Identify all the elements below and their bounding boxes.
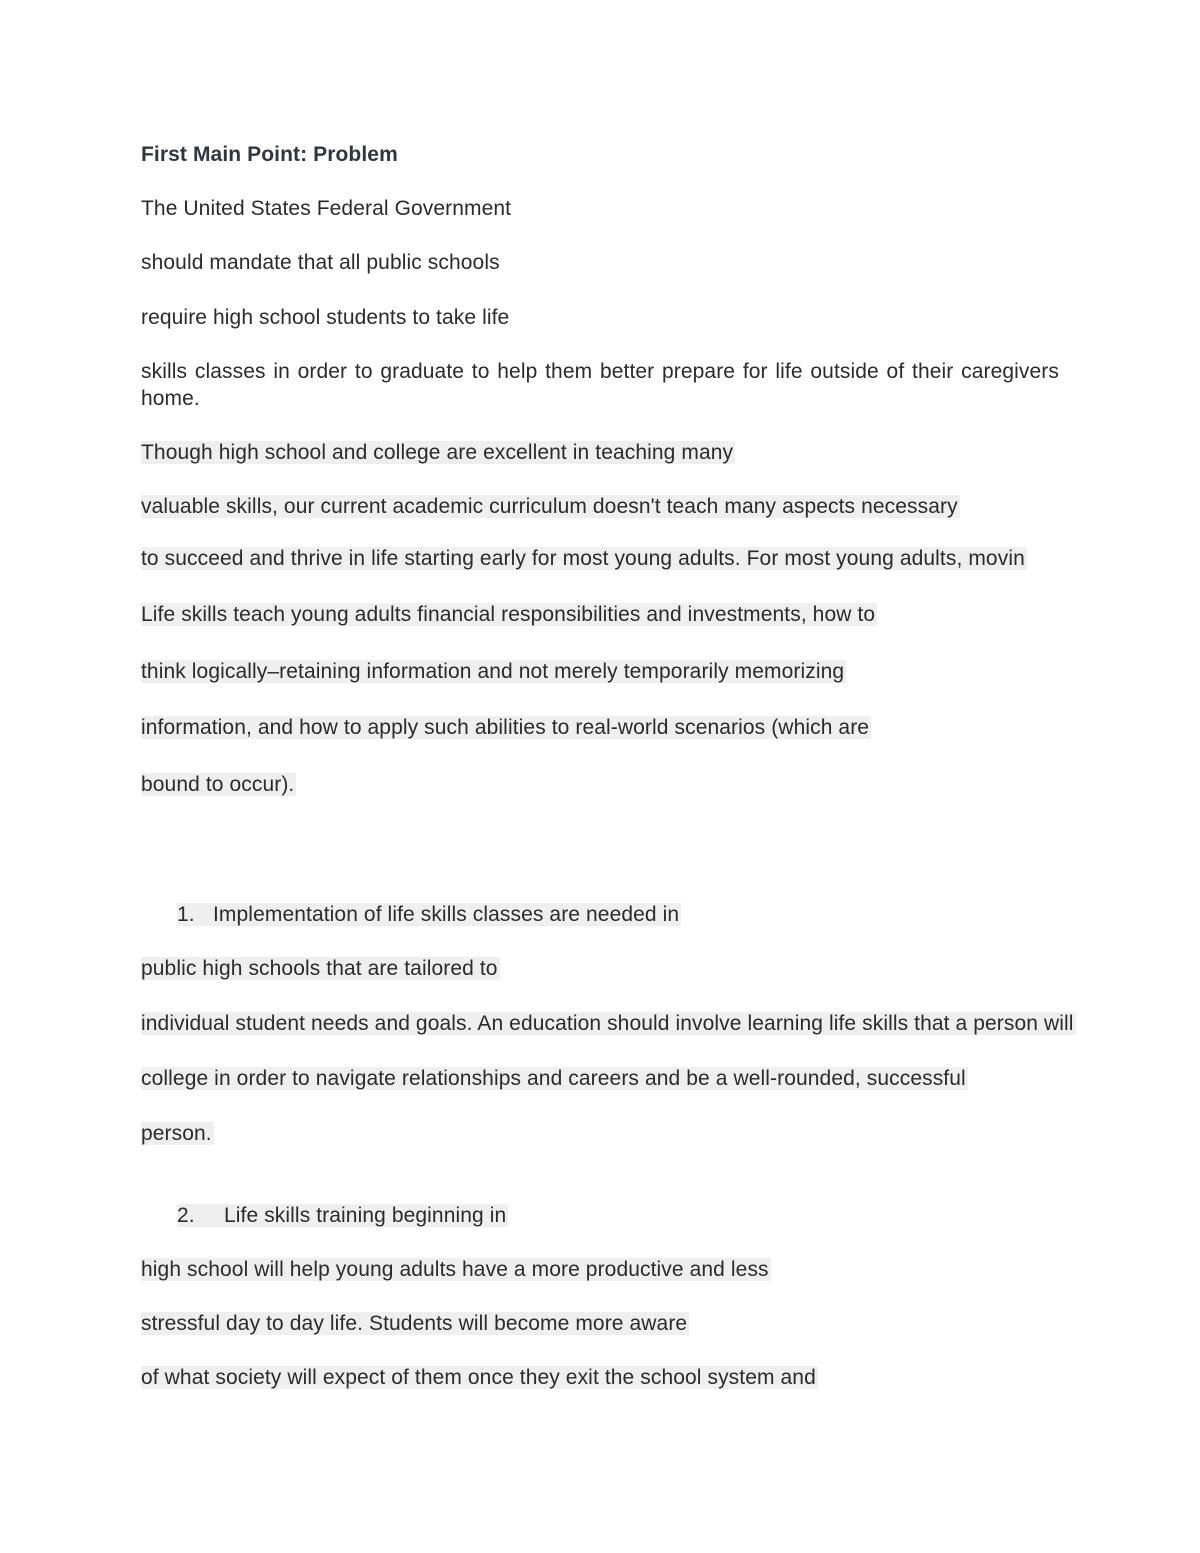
point-2-heading (177, 1202, 508, 1230)
point-1-title: Implementation of life skills classes are needed in (213, 903, 680, 926)
problem-line-7-text: bound to occur). (141, 773, 295, 796)
point-1-number: 1. (177, 903, 195, 926)
point-2-heading-text (177, 1204, 508, 1227)
point-1-line-2 (141, 955, 500, 983)
problem-line-7 (141, 771, 296, 799)
thesis-line-2: should mandate that all public schools (141, 251, 500, 274)
problem-line-2-text: valuable skills, our current academic curriculum doesn't teach many aspects necessary (141, 495, 958, 518)
problem-line-4-text: Life skills teach young adults financial responsibilities and investments, how to (141, 603, 876, 626)
point-1-line-3-text: individual student needs and goals. An education should involve learning life skills that a person will (141, 1012, 1074, 1035)
problem-line-3-text: to succeed and thrive in life starting early for most young adults. For most young adults, movin (141, 547, 1025, 570)
point-2-line-2-text: high school will help young adults have a more productive and less (141, 1258, 769, 1281)
problem-line-1-text: Though high school and college are excellent in teaching many (141, 441, 734, 464)
problem-line-4 (141, 601, 877, 629)
point-2-line-4-text: of what society will expect of them once they exit the school system and (141, 1366, 816, 1389)
point-2-number: 2. (177, 1204, 195, 1227)
point-1-line-4 (141, 1065, 968, 1093)
point-2-line-2 (141, 1256, 771, 1284)
problem-line-3 (141, 545, 1027, 573)
point-2-line-4 (141, 1364, 818, 1392)
point-1-line-3 (141, 1010, 1076, 1038)
point-1-heading-text (177, 903, 681, 926)
problem-line-6-text: information, and how to apply such abilities to real-world scenarios (which are (141, 716, 870, 739)
problem-line-5-text: think logically–retaining information and not merely temporarily memorizing (141, 660, 845, 683)
problem-line-2 (141, 493, 960, 521)
problem-line-5 (141, 658, 846, 686)
point-2-line-3 (141, 1310, 689, 1338)
point-2-line-3-text: stressful day to day life. Students will become more aware (141, 1312, 688, 1335)
thesis-line-4: skills classes in order to graduate to help them better prepare for life outside of their caregivers home. (141, 360, 1059, 410)
section-heading: First Main Point: Problem (141, 143, 398, 166)
thesis-line-3: require high school students to take life (141, 306, 510, 329)
point-2-title: Life skills training beginning in (224, 1204, 507, 1227)
point-1-line-5 (141, 1120, 214, 1148)
point-1-line-2-text: public high schools that are tailored to (141, 957, 498, 980)
point-1-heading (177, 901, 681, 929)
problem-line-1 (141, 439, 735, 467)
problem-line-6 (141, 714, 871, 742)
point-1-line-5-text: person. (141, 1122, 212, 1145)
point-1-line-4-text: college in order to navigate relationships and careers and be a well-rounded, successful (141, 1067, 966, 1090)
thesis-line-1: The United States Federal Government (141, 197, 512, 220)
